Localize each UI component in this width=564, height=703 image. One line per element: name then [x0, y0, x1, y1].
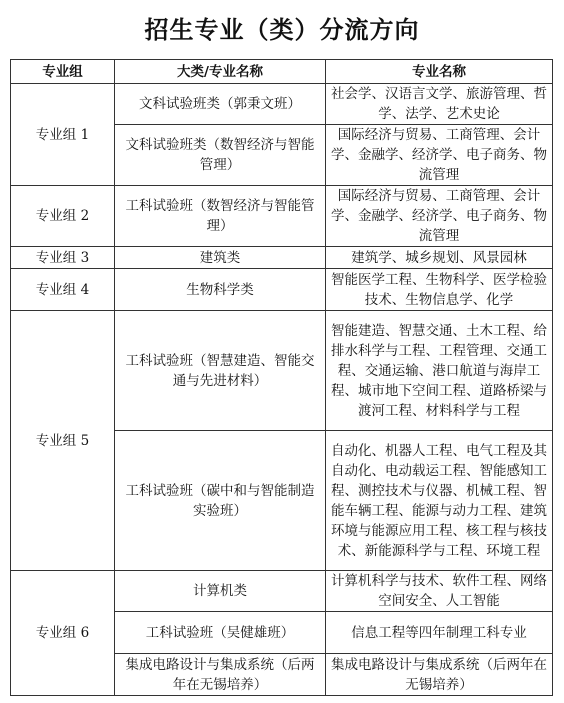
majors-cell: 国际经济与贸易、工商管理、会计学、金融学、经济学、电子商务、物流管理: [326, 186, 553, 247]
majors-table: [10, 59, 553, 696]
category-cell: 工科试验班（吴健雄班）: [115, 612, 326, 654]
table-row: [11, 247, 553, 269]
group-cell: 专业组 2: [11, 186, 115, 247]
table-row: [11, 269, 553, 311]
header-majors: 专业名称: [326, 60, 553, 84]
table-header-row: [11, 60, 553, 84]
table-row: [11, 311, 553, 431]
category-cell: 工科试验班（数智经济与智能管理）: [115, 186, 326, 247]
category-cell: 工科试验班（碳中和与智能制造实验班）: [115, 431, 326, 571]
category-cell: 建筑类: [115, 247, 326, 269]
majors-cell: 社会学、汉语言文学、旅游管理、哲学、法学、艺术史论: [326, 84, 553, 125]
group-cell: 专业组 4: [11, 269, 115, 311]
category-cell: 文科试验班类（郭秉文班）: [115, 84, 326, 125]
table-row: [11, 84, 553, 125]
majors-cell: 智能医学工程、生物科学、医学检验技术、生物信息学、化学: [326, 269, 553, 311]
majors-cell: 建筑学、城乡规划、风景园林: [326, 247, 553, 269]
majors-cell: 自动化、机器人工程、电气工程及其自动化、电动载运工程、智能感知工程、测控技术与仪器、机械工程、智能车辆工程、能源与动力工程、建筑环境与能源应用工程、核工程与核技术、新能源科学与工程、环境工程: [326, 431, 553, 571]
category-cell: 计算机类: [115, 571, 326, 612]
group-cell: 专业组 5: [11, 311, 115, 571]
table-row: [11, 571, 553, 612]
majors-cell: 智能建造、智慧交通、土木工程、给排水科学与工程、工程管理、交通工程、交通运输、港口航道与海岸工程、城市地下空间工程、道路桥梁与渡河工程、材料科学与工程: [326, 311, 553, 431]
majors-cell: 国际经济与贸易、工商管理、会计学、金融学、经济学、电子商务、物流管理: [326, 125, 553, 186]
category-cell: 文科试验班类（数智经济与智能管理）: [115, 125, 326, 186]
category-cell: 集成电路设计与集成系统（后两年在无锡培养）: [115, 654, 326, 696]
group-cell: 专业组 6: [11, 571, 115, 696]
group-cell: 专业组 3: [11, 247, 115, 269]
page-title: 招生专业（类）分流方向: [144, 16, 420, 44]
category-cell: 工科试验班（智慧建造、智能交通与先进材料）: [115, 311, 326, 431]
table-row: [11, 186, 553, 247]
majors-cell: 集成电路设计与集成系统（后两年在无锡培养）: [326, 654, 553, 696]
header-category: 大类/专业名称: [115, 60, 326, 84]
header-group: 专业组: [11, 60, 115, 84]
category-cell: 生物科学类: [115, 269, 326, 311]
group-cell: 专业组 1: [11, 84, 115, 186]
majors-cell: 计算机科学与技术、软件工程、网络空间安全、人工智能: [326, 571, 553, 612]
majors-cell: 信息工程等四年制理工科专业: [326, 612, 553, 654]
